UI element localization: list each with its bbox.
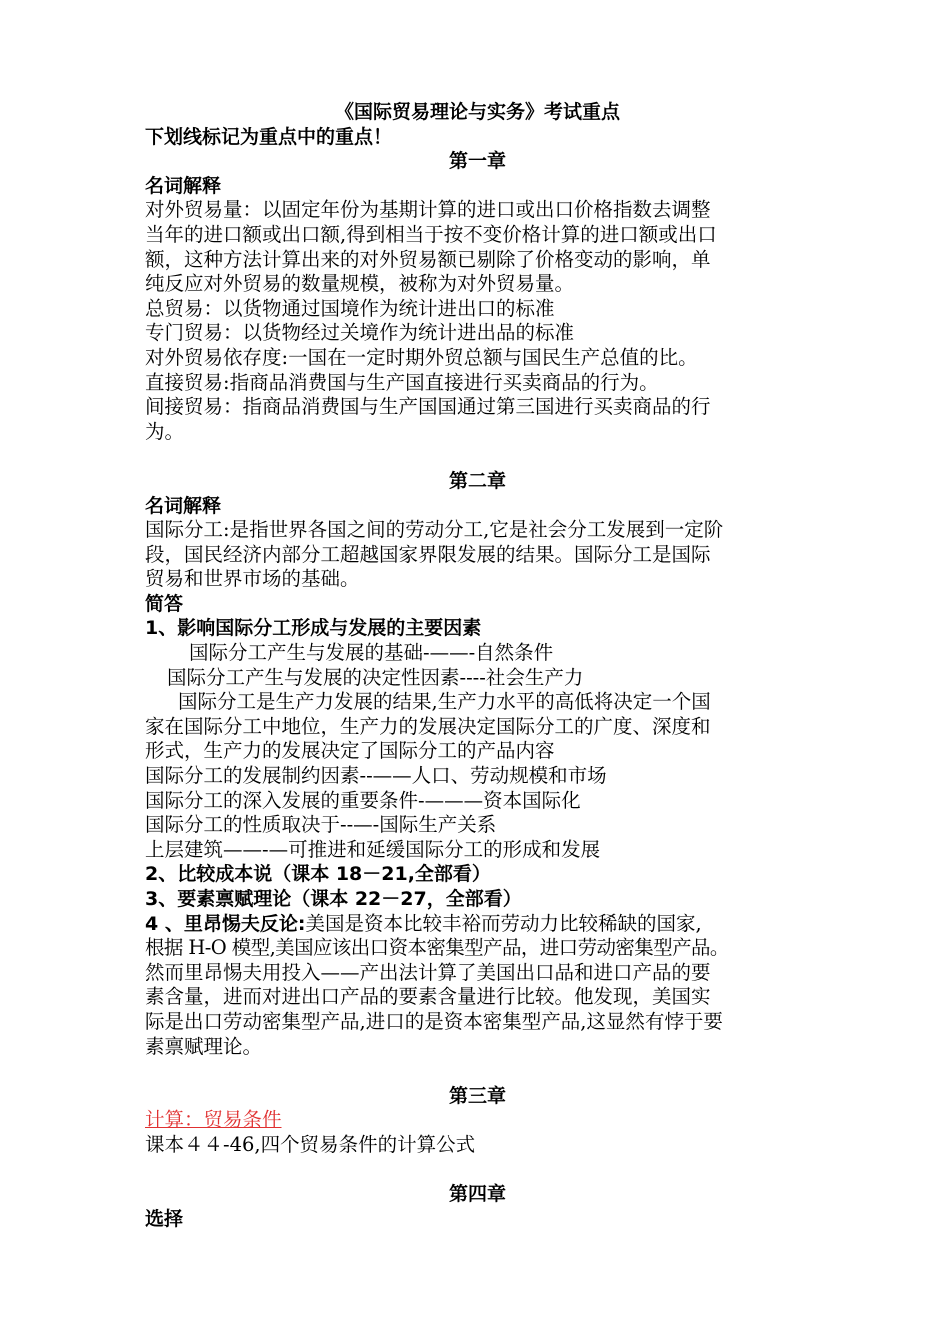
q1-line: 家在国际分工中地位，生产力的发展决定国际分工的广度、深度和 [145, 714, 711, 738]
question-4-title: 4 、里昂惕夫反论: [145, 912, 306, 935]
ch1-section-label: 名词解释 [145, 174, 222, 197]
ch1-line: 当年的进口额或出口额,得到相当于按不变价格计算的进口额或出口 [145, 222, 717, 246]
q1-line: 形式，生产力的发展决定了国际分工的产品内容 [145, 739, 555, 763]
calc-trade-terms-highlight: 计算：贸易条件 [145, 1108, 282, 1132]
ch3-text: 课本４４-46,四个贸易条件的计算公式 [145, 1132, 476, 1156]
question-2-title: 2、比较成本说（课本 18－21,全部看） [145, 863, 491, 886]
ch1-line: 总贸易：以货物通过国境作为统计进出口的标准 [145, 296, 555, 320]
question-4 [145, 912, 810, 937]
ch2-def-line: 段，国民经济内部分工超越国家界限发展的结果。国际分工是国际 [145, 542, 711, 566]
document-title: 《国际贸易理论与实务》考试重点 [334, 101, 620, 123]
q4-line: 际是出口劳动密集型产品,进口的是资本密集型产品,这显然有悖于要 [145, 1009, 723, 1033]
q4-line: 素禀赋理论。 [145, 1034, 263, 1058]
chapter-3-heading: 第三章 [448, 1084, 506, 1107]
ch1-line: 额，这种方法计算出来的对外贸易额已剔除了价格变动的影响，单 [145, 247, 711, 271]
q4-first-line: 美国是资本比较丰裕而劳动力比较稀缺的国家, [305, 911, 702, 935]
q4-line: 然而里昂惕夫用投入——产出法计算了美国出口品和进口产品的要 [145, 960, 711, 984]
q1-line: 国际分工产生与发展的基础-——-自然条件 [189, 641, 554, 665]
q1-line: 国际分工的深入发展的重要条件-———资本国际化 [145, 788, 581, 812]
ch1-line: 对外贸易量：以固定年份为基期计算的进口或出口价格指数去调整 [145, 198, 711, 222]
chapter-4-heading: 第四章 [448, 1183, 506, 1206]
ch2-def-line: 贸易和世界市场的基础。 [145, 567, 360, 591]
ch2-section-label: 名词解释 [145, 494, 222, 517]
ch1-line: 专门贸易：以货物经过关境作为统计进出品的标准 [145, 321, 575, 345]
question-3-title: 3、要素禀赋理论（课本 22－27，全部看） [145, 888, 522, 910]
chapter-2-heading: 第二章 [448, 469, 506, 492]
q1-line: 上层建筑——-—可推进和延缓国际分工的形成和发展 [145, 837, 601, 861]
q4-line: 根据 H-O 模型,美国应该出口资本密集型产品，进口劳动密集型产品。 [145, 936, 729, 960]
q4-line: 素含量，进而对进出口产品的要素含量进行比较。他发现，美国实 [145, 985, 711, 1009]
q1-line: 国际分工是生产力发展的结果,生产力水平的高低将决定一个国 [178, 690, 711, 714]
document-page [145, 100, 810, 1231]
ch1-line: 间接贸易：指商品消费国与生产国国通过第三国进行买卖商品的行 [145, 395, 711, 419]
q1-line: 国际分工的发展制约因素--——人口、劳动规模和市场 [145, 764, 607, 788]
ch2-short-answer-label: 简答 [145, 592, 184, 615]
question-1-title: 1、影响国际分工形成与发展的主要因素 [145, 617, 482, 640]
emphasis-note: 下划线标记为重点中的重点！ [145, 125, 393, 148]
ch1-line: 直接贸易:指商品消费国与生产国直接进行买卖商品的行为。 [145, 370, 659, 394]
ch1-line: 纯反应对外贸易的数量规模，被称为对外贸易量。 [145, 272, 575, 296]
ch1-line: 对外贸易依存度:一国在一定时期外贸总额与国民生产总值的比。 [145, 345, 698, 369]
q1-line: 国际分工产生与发展的决定性因素----社会生产力 [167, 665, 584, 689]
ch1-line: 为。 [145, 419, 185, 443]
ch4-section-label: 选择 [145, 1207, 184, 1230]
chapter-1-heading: 第一章 [448, 150, 506, 173]
ch2-def-line: 国际分工:是指世界各国之间的劳动分工,它是社会分工发展到一定阶 [145, 518, 724, 542]
q1-line: 国际分工的性质取决于--—-国际生产关系 [145, 813, 497, 837]
